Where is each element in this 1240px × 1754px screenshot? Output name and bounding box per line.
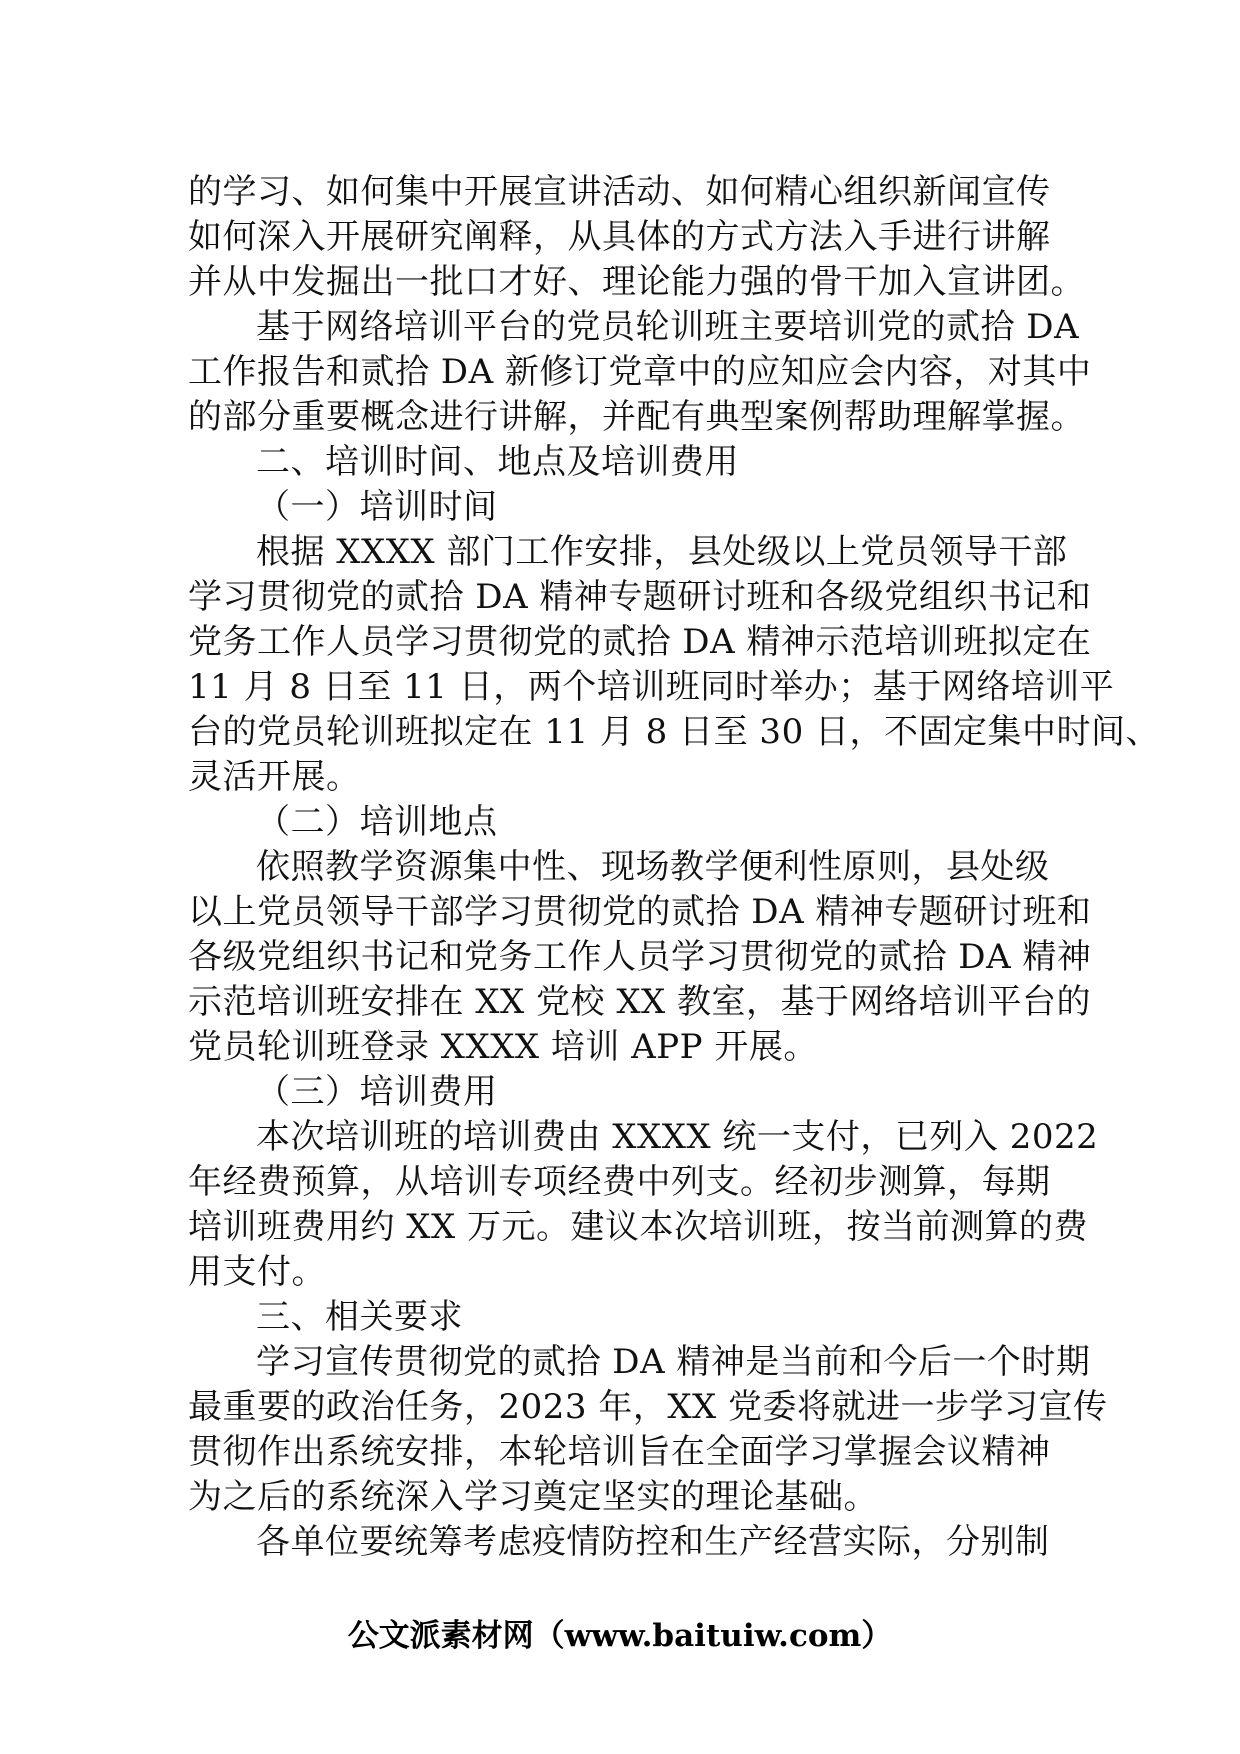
section-heading: 三、相关要求 [256, 1297, 463, 1337]
text-line: 以上党员领导干部学习贯彻党的贰拾 DA 精神专题研讨班和 [188, 892, 1092, 932]
text-line: 学习贯彻党的贰拾 DA 精神专题研讨班和各级党组织书记和 [188, 577, 1092, 617]
text-line: 基于网络培训平台的党员轮训班主要培训党的贰拾 DA [256, 307, 1080, 347]
text-line: 依照教学资源集中性、现场教学便利性原则，县处级 [256, 847, 1050, 887]
text-line: 本次培训班的培训费由 XXXX 统一支付，已列入 2022 [256, 1117, 1099, 1157]
text-line: 灵活开展。 [188, 757, 361, 797]
text-line: 各级党组织书记和党务工作人员学习贯彻党的贰拾 DA 精神 [188, 937, 1092, 977]
subsection-heading: （三）培训费用 [256, 1072, 498, 1112]
text-line: 党员轮训班登录 XXXX 培训 APP 开展。 [188, 1027, 818, 1067]
text-line: 11 月 8 日至 11 日，两个培训班同时举办；基于网络培训平 [188, 667, 1115, 707]
text-line: 的部分重要概念进行讲解，并配有典型案例帮助理解掌握。 [188, 397, 1085, 437]
text-line: 工作报告和贰拾 DA 新修订党章中的应知应会内容，对其中 [188, 352, 1092, 392]
text-line: 根据 XXXX 部门工作安排，县处级以上党员领导干部 [256, 532, 1068, 572]
text-line: 各单位要统筹考虑疫情防控和生产经营实际，分别制 [256, 1522, 1050, 1562]
text-line: 贯彻作出系统安排，本轮培训旨在全面学习掌握会议精神 [188, 1432, 1051, 1472]
text-line: 示范培训班安排在 XX 党校 XX 教室，基于网络培训平台的 [188, 982, 1092, 1022]
text-line: 学习宣传贯彻党的贰拾 DA 精神是当前和今后一个时期 [256, 1342, 1091, 1382]
text-line: 台的党员轮训班拟定在 11 月 8 日至 30 日，不固定集中时间、 [188, 712, 1161, 752]
text-line: 培训班费用约 XX 万元。建议本次培训班，按当前测算的费 [188, 1207, 1089, 1247]
subsection-heading: （一）培训时间 [256, 487, 498, 527]
text-line: 用支付。 [188, 1252, 326, 1292]
text-line: 并从中发掘出一批口才好、理论能力强的骨干加入宣讲团。 [188, 262, 1085, 302]
text-line: 为之后的系统深入学习奠定坚实的理论基础。 [188, 1477, 878, 1517]
footer-watermark: 公文派素材网（www.baituiw.com） [347, 1618, 893, 1654]
text-line: 如何深入开展研究阐释，从具体的方式方法入手进行讲解 [188, 217, 1051, 257]
document-body [188, 170, 1161, 1565]
text-line: 的学习、如何集中开展宣讲活动、如何精心组织新闻宣传 [188, 172, 1051, 212]
text-line: 年经费预算，从培训专项经费中列支。经初步测算，每期 [188, 1162, 1051, 1202]
text-line: 党务工作人员学习贯彻党的贰拾 DA 精神示范培训班拟定在 [188, 622, 1092, 662]
text-line: 最重要的政治任务，2023 年，XX 党委将就进一步学习宣传 [188, 1387, 1108, 1427]
section-heading: 二、培训时间、地点及培训费用 [256, 442, 739, 482]
subsection-heading: （二）培训地点 [256, 802, 498, 842]
